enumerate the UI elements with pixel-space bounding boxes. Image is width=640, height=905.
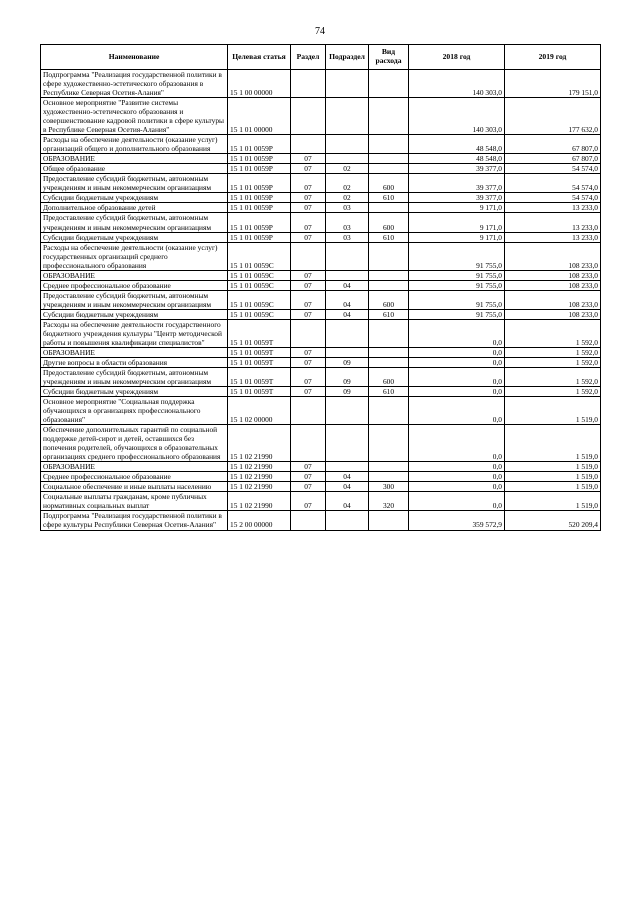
cell-2019: 67 807,0: [505, 154, 601, 164]
cell-2019: 108 233,0: [505, 242, 601, 270]
cell-2019: 1 519,0: [505, 492, 601, 511]
cell-name: Расходы на обеспечение деятельности (оказание услуг) организаций общего и дополнительного образования: [41, 135, 228, 154]
cell-2019: 1 519,0: [505, 472, 601, 482]
cell-2019: 1 592,0: [505, 367, 601, 386]
cell-section: [291, 397, 326, 425]
cell-section: 07: [291, 203, 326, 213]
cell-target: 15 1 01 0059С: [228, 290, 291, 309]
cell-subsection: 04: [326, 482, 369, 492]
cell-2018: 0,0: [409, 472, 505, 482]
cell-subsection: [326, 397, 369, 425]
cell-name: ОБРАЗОВАНИЕ: [41, 462, 228, 472]
cell-2019: 179 151,0: [505, 70, 601, 98]
header-section: Раздел: [291, 45, 326, 70]
cell-subsection: 02: [326, 174, 369, 193]
cell-subsection: 02: [326, 193, 369, 203]
header-name: Наименование: [41, 45, 228, 70]
table-row: [41, 70, 601, 98]
cell-subsection: [326, 135, 369, 154]
cell-name: Предоставление субсидий бюджетным, автономным учреждениям и иным некоммерческим организациям: [41, 174, 228, 193]
cell-target: 15 1 02 21990: [228, 462, 291, 472]
cell-2018: 0,0: [409, 367, 505, 386]
header-target: Целевая статья: [228, 45, 291, 70]
cell-2019: 54 574,0: [505, 193, 601, 203]
cell-section: 07: [291, 482, 326, 492]
cell-expense-type: [369, 472, 409, 482]
cell-expense-type: 610: [369, 387, 409, 397]
table-row: [41, 492, 601, 511]
cell-target: 15 1 02 21990: [228, 472, 291, 482]
cell-2018: 0,0: [409, 357, 505, 367]
cell-section: [291, 242, 326, 270]
table-row: [41, 425, 601, 462]
cell-name: Социальное обеспечение и иные выплаты населению: [41, 482, 228, 492]
cell-2019: 1 592,0: [505, 357, 601, 367]
cell-target: 15 1 02 21990: [228, 425, 291, 462]
cell-name: Предоставление субсидий бюджетным, автономным учреждениям и иным некоммерческим организациям: [41, 213, 228, 232]
cell-subsection: 04: [326, 280, 369, 290]
table-row: [41, 270, 601, 280]
cell-subsection: [326, 154, 369, 164]
cell-name: Субсидии бюджетным учреждениям: [41, 232, 228, 242]
cell-name: ОБРАЗОВАНИЕ: [41, 347, 228, 357]
table-row: [41, 164, 601, 174]
cell-subsection: [326, 242, 369, 270]
cell-2018: 39 377,0: [409, 193, 505, 203]
cell-section: 07: [291, 462, 326, 472]
cell-2019: 67 807,0: [505, 135, 601, 154]
cell-subsection: 09: [326, 367, 369, 386]
cell-section: 07: [291, 232, 326, 242]
cell-target: 15 1 01 0059С: [228, 309, 291, 319]
cell-expense-type: [369, 425, 409, 462]
cell-2019: 1 519,0: [505, 462, 601, 472]
cell-section: [291, 70, 326, 98]
budget-table: [40, 44, 601, 531]
cell-2018: 9 171,0: [409, 213, 505, 232]
cell-expense-type: 610: [369, 232, 409, 242]
cell-2018: 9 171,0: [409, 203, 505, 213]
table-row: [41, 387, 601, 397]
cell-name: Другие вопросы в области образования: [41, 357, 228, 367]
cell-target: 15 1 00 00000: [228, 70, 291, 98]
cell-2018: 0,0: [409, 462, 505, 472]
cell-section: 07: [291, 387, 326, 397]
table-row: [41, 309, 601, 319]
cell-target: 15 1 01 0059Т: [228, 367, 291, 386]
cell-target: 15 1 01 0059Р: [228, 232, 291, 242]
cell-expense-type: [369, 462, 409, 472]
cell-section: 07: [291, 164, 326, 174]
cell-2018: 0,0: [409, 482, 505, 492]
cell-expense-type: 600: [369, 367, 409, 386]
cell-name: ОБРАЗОВАНИЕ: [41, 270, 228, 280]
cell-target: 15 1 01 0059Т: [228, 347, 291, 357]
cell-subsection: [326, 347, 369, 357]
cell-name: Расходы на обеспечение деятельности (оказание услуг) государственных организаций среднего профессионального образования: [41, 242, 228, 270]
cell-target: 15 1 02 21990: [228, 482, 291, 492]
cell-expense-type: [369, 511, 409, 530]
cell-name: Среднее профессиональное образование: [41, 472, 228, 482]
cell-target: 15 1 01 0059Т: [228, 357, 291, 367]
cell-expense-type: 610: [369, 193, 409, 203]
cell-subsection: 04: [326, 472, 369, 482]
cell-expense-type: [369, 98, 409, 135]
cell-2019: 177 632,0: [505, 98, 601, 135]
cell-subsection: [326, 511, 369, 530]
cell-section: 07: [291, 367, 326, 386]
cell-expense-type: [369, 397, 409, 425]
cell-section: [291, 135, 326, 154]
cell-expense-type: 600: [369, 290, 409, 309]
cell-2019: 108 233,0: [505, 309, 601, 319]
cell-subsection: [326, 98, 369, 135]
cell-2019: 54 574,0: [505, 174, 601, 193]
cell-expense-type: [369, 357, 409, 367]
cell-name: Основное мероприятие "Развитие системы художественно-эстетического образования и совершенствование кадровой политики в сфере культуры в Республике Северная Осетия-Алания": [41, 98, 228, 135]
cell-section: 07: [291, 174, 326, 193]
cell-section: 07: [291, 280, 326, 290]
cell-target: 15 1 02 00000: [228, 397, 291, 425]
cell-expense-type: [369, 280, 409, 290]
cell-target: 15 1 01 0059Т: [228, 387, 291, 397]
cell-2018: 91 755,0: [409, 280, 505, 290]
table-body: [41, 70, 601, 531]
cell-target: 15 1 01 0059Р: [228, 193, 291, 203]
cell-subsection: 03: [326, 232, 369, 242]
table-row: [41, 319, 601, 347]
cell-2019: 13 233,0: [505, 232, 601, 242]
cell-name: Среднее профессиональное образование: [41, 280, 228, 290]
cell-section: [291, 425, 326, 462]
cell-name: ОБРАЗОВАНИЕ: [41, 154, 228, 164]
table-row: [41, 357, 601, 367]
cell-subsection: 02: [326, 164, 369, 174]
cell-subsection: 03: [326, 213, 369, 232]
cell-section: [291, 319, 326, 347]
cell-name: Предоставление субсидий бюджетным, автономным учреждениям и иным некоммерческим организациям: [41, 367, 228, 386]
cell-name: Субсидии бюджетным учреждениям: [41, 193, 228, 203]
cell-2018: 0,0: [409, 319, 505, 347]
table-row: [41, 98, 601, 135]
cell-2019: 108 233,0: [505, 290, 601, 309]
cell-target: 15 1 01 0059Р: [228, 154, 291, 164]
cell-target: 15 1 01 0059Р: [228, 135, 291, 154]
cell-section: 07: [291, 193, 326, 203]
cell-name: Предоставление субсидий бюджетным, автономным учреждениям и иным некоммерческим организациям: [41, 290, 228, 309]
table-row: [41, 213, 601, 232]
cell-2018: 359 572,9: [409, 511, 505, 530]
table-row: [41, 462, 601, 472]
cell-section: 07: [291, 347, 326, 357]
cell-2019: 1 519,0: [505, 482, 601, 492]
cell-name: Общее образование: [41, 164, 228, 174]
cell-name: Субсидии бюджетным учреждениям: [41, 309, 228, 319]
cell-2018: 9 171,0: [409, 232, 505, 242]
cell-expense-type: [369, 164, 409, 174]
cell-2018: 0,0: [409, 425, 505, 462]
cell-expense-type: [369, 270, 409, 280]
cell-2018: 0,0: [409, 492, 505, 511]
cell-subsection: 04: [326, 290, 369, 309]
table-row: [41, 482, 601, 492]
cell-name: Социальные выплаты гражданам, кроме публичных нормативных социальных выплат: [41, 492, 228, 511]
cell-expense-type: [369, 203, 409, 213]
cell-target: 15 1 01 0059С: [228, 280, 291, 290]
cell-section: 07: [291, 290, 326, 309]
cell-target: 15 1 01 0059Р: [228, 174, 291, 193]
cell-target: 15 1 01 0059С: [228, 242, 291, 270]
cell-name: Расходы на обеспечение деятельности государственного бюджетного учреждения культуры "Центр методической работы и повышения квалификации специалистов": [41, 319, 228, 347]
table-row: [41, 397, 601, 425]
table-row: [41, 193, 601, 203]
cell-2019: 13 233,0: [505, 203, 601, 213]
cell-2018: 39 377,0: [409, 164, 505, 174]
cell-target: 15 1 02 21990: [228, 492, 291, 511]
cell-subsection: [326, 425, 369, 462]
cell-expense-type: 600: [369, 213, 409, 232]
cell-2019: 108 233,0: [505, 280, 601, 290]
cell-target: 15 1 01 00000: [228, 98, 291, 135]
table-row: [41, 135, 601, 154]
cell-2018: 91 755,0: [409, 309, 505, 319]
cell-subsection: 04: [326, 492, 369, 511]
header-expense-type: Вид расхода: [369, 45, 409, 70]
cell-target: 15 1 01 0059Р: [228, 213, 291, 232]
cell-section: 07: [291, 357, 326, 367]
cell-subsection: 04: [326, 309, 369, 319]
cell-name: Подпрограмма "Реализация государственной политики в сфере культуры Республики Северная Осетия-Алания": [41, 511, 228, 530]
cell-2019: 1 592,0: [505, 347, 601, 357]
cell-section: 07: [291, 309, 326, 319]
cell-2019: 1 519,0: [505, 397, 601, 425]
cell-expense-type: [369, 319, 409, 347]
cell-expense-type: 320: [369, 492, 409, 511]
table-row: [41, 511, 601, 530]
table-row: [41, 154, 601, 164]
cell-2019: 108 233,0: [505, 270, 601, 280]
cell-2019: 13 233,0: [505, 213, 601, 232]
cell-2018: 0,0: [409, 387, 505, 397]
cell-subsection: 03: [326, 203, 369, 213]
header-subsection: Подраздел: [326, 45, 369, 70]
cell-2018: 140 303,0: [409, 98, 505, 135]
cell-subsection: [326, 462, 369, 472]
cell-section: [291, 511, 326, 530]
cell-2018: 91 755,0: [409, 242, 505, 270]
cell-name: Подпрограмма "Реализация государственной политики в сфере художественно-эстетического образования в Республике Северная Осетия-Алания": [41, 70, 228, 98]
cell-2019: 1 519,0: [505, 425, 601, 462]
cell-name: Субсидии бюджетным учреждениям: [41, 387, 228, 397]
table-row: [41, 232, 601, 242]
cell-section: 07: [291, 270, 326, 280]
table-row: [41, 290, 601, 309]
table-row: [41, 347, 601, 357]
cell-target: 15 2 00 00000: [228, 511, 291, 530]
table-row: [41, 174, 601, 193]
cell-expense-type: [369, 135, 409, 154]
cell-expense-type: 300: [369, 482, 409, 492]
cell-subsection: [326, 70, 369, 98]
cell-name: Дополнительное образование детей: [41, 203, 228, 213]
cell-2019: 1 592,0: [505, 319, 601, 347]
header-2019: 2019 год: [505, 45, 601, 70]
cell-target: 15 1 01 0059С: [228, 270, 291, 280]
cell-expense-type: [369, 154, 409, 164]
cell-target: 15 1 01 0059Т: [228, 319, 291, 347]
cell-2018: 0,0: [409, 397, 505, 425]
cell-subsection: [326, 319, 369, 347]
cell-2018: 91 755,0: [409, 270, 505, 280]
cell-expense-type: 600: [369, 174, 409, 193]
table-row: [41, 203, 601, 213]
cell-2018: 48 548,0: [409, 154, 505, 164]
cell-2018: 91 755,0: [409, 290, 505, 309]
cell-subsection: 09: [326, 357, 369, 367]
cell-2019: 520 209,4: [505, 511, 601, 530]
table-row: [41, 472, 601, 482]
cell-expense-type: [369, 347, 409, 357]
header-2018: 2018 год: [409, 45, 505, 70]
cell-section: 07: [291, 492, 326, 511]
cell-subsection: 09: [326, 387, 369, 397]
table-row: [41, 242, 601, 270]
cell-section: [291, 98, 326, 135]
cell-target: 15 1 01 0059Р: [228, 203, 291, 213]
cell-2018: 140 303,0: [409, 70, 505, 98]
cell-2018: 39 377,0: [409, 174, 505, 193]
cell-2018: 0,0: [409, 347, 505, 357]
cell-subsection: [326, 270, 369, 280]
cell-name: Основное мероприятие "Социальная поддержка обучающихся в организациях профессионального образования": [41, 397, 228, 425]
cell-2018: 48 548,0: [409, 135, 505, 154]
cell-section: 07: [291, 472, 326, 482]
table-row: [41, 367, 601, 386]
table-row: [41, 280, 601, 290]
cell-2019: 54 574,0: [505, 164, 601, 174]
header-row: [41, 45, 601, 70]
cell-expense-type: [369, 242, 409, 270]
cell-target: 15 1 01 0059Р: [228, 164, 291, 174]
cell-2019: 1 592,0: [505, 387, 601, 397]
cell-expense-type: 610: [369, 309, 409, 319]
cell-name: Обеспечение дополнительных гарантий по социальной поддержке детей-сирот и детей, оставшихся без попечения родителей, обучающихся в образовательных организациях среднего профессионального образования: [41, 425, 228, 462]
cell-section: 07: [291, 154, 326, 164]
cell-section: 07: [291, 213, 326, 232]
cell-expense-type: [369, 70, 409, 98]
page-number: 74: [315, 26, 325, 37]
